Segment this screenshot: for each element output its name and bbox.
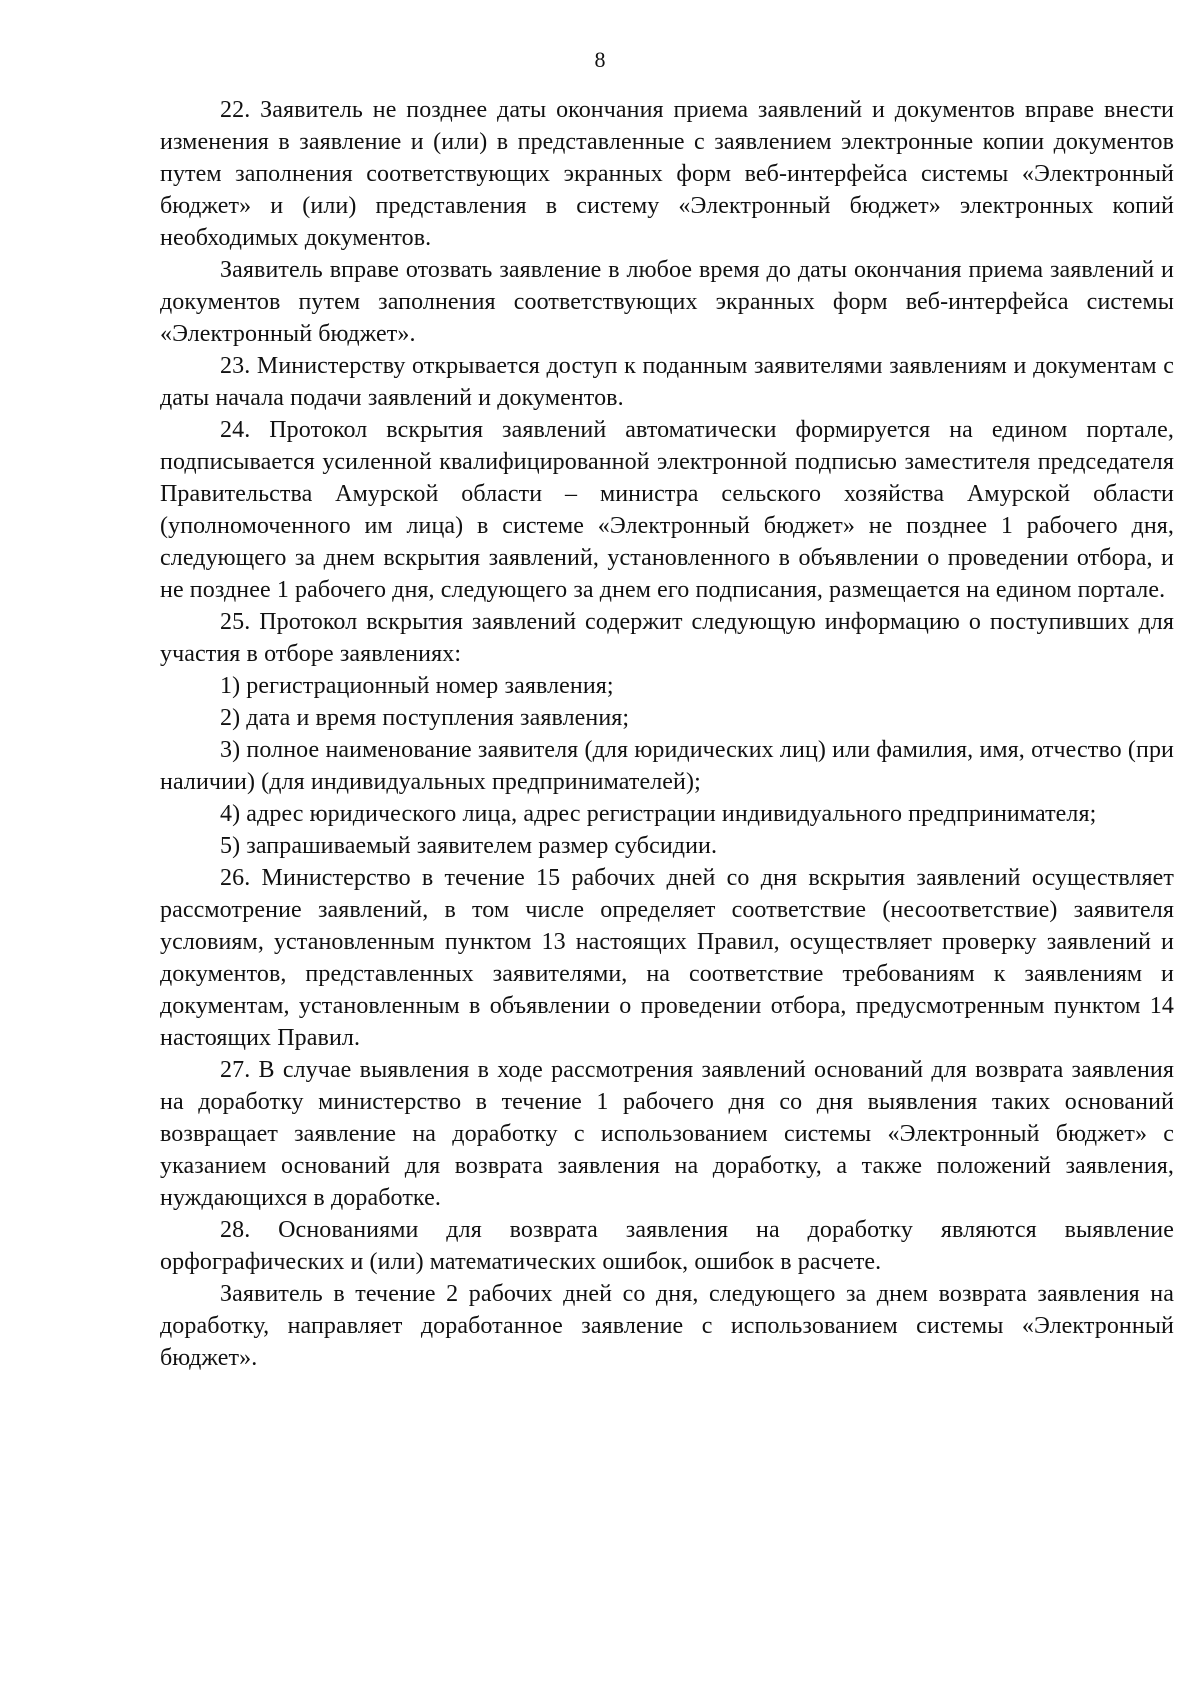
list-item-2: 2) дата и время поступления заявления; [220,705,630,731]
page-number: 8 [594,47,606,72]
document-body [160,94,1174,1374]
list-item-4: 4) адрес юридического лица, адрес регистрации индивидуального предпринимателя; [220,801,1097,827]
paragraph-22: 22. Заявитель не позднее даты окончания приема заявлений и документов вправе внести изменения в заявление и (или) в представленные с заявлением электронные копии документов путем заполнения соответствующих экранных форм веб-интерфейса системы «Электронный бюджет» и (или) представления в систему «Электронный бюджет» электронных копий необходимых документов. [160,97,1174,251]
paragraph-25: 25. Протокол вскрытия заявлений содержит следующую информацию о поступивших для участия в отборе заявлениях: [160,609,1174,667]
paragraph-28: 28. Основаниями для возврата заявления на доработку являются выявление орфографических и (или) математических ошибок, ошибок в расчете. [160,1217,1174,1275]
paragraph-27: 27. В случае выявления в ходе рассмотрения заявлений оснований для возврата заявления на доработку министерство в течение 1 рабочего дня со дня выявления таких оснований возвращает заявление на доработку с использованием системы «Электронный бюджет» с указанием оснований для возврата заявления на доработку, а также положений заявления, нуждающихся в доработке. [160,1057,1174,1211]
list-item-5: 5) запрашиваемый заявителем размер субсидии. [220,833,718,859]
paragraph-22-withdrawal: Заявитель вправе отозвать заявление в любое время до даты окончания приема заявлений и документов путем заполнения соответствующих экранных форм веб-интерфейса системы «Электронный бюджет». [160,257,1174,347]
paragraph-24: 24. Протокол вскрытия заявлений автоматически формируется на едином портале, подписывается усиленной квалифицированной электронной подписью заместителя председателя Правительства Амурской области – министра сельского хозяйства Амурской области (уполномоченного им лица) в системе «Электронный бюджет» не позднее 1 рабочего дня, следующего за днем вскрытия заявлений, установленного в объявлении о проведении отбора, и не позднее 1 рабочего дня, следующего за днем его подписания, размещается на едином портале. [160,417,1174,603]
paragraph-28-resubmission: Заявитель в течение 2 рабочих дней со дня, следующего за днем возврата заявления на доработку, направляет доработанное заявление с использованием системы «Электронный бюджет». [160,1281,1174,1371]
list-item-3: 3) полное наименование заявителя (для юридических лиц) или фамилия, имя, отчество (при наличии) (для индивидуальных предпринимателей); [160,737,1174,795]
paragraph-26: 26. Министерство в течение 15 рабочих дней со дня вскрытия заявлений осуществляет рассмотрение заявлений, в том числе определяет соответствие (несоответствие) заявителя условиям, установленным пунктом 13 настоящих Правил, осуществляет проверку заявлений и документов, представленных заявителями, на соответствие требованиям к заявлениям и документам, установленным в объявлении о проведении отбора, предусмотренным пунктом 14 настоящих Правил. [160,865,1174,1051]
list-item-1: 1) регистрационный номер заявления; [220,673,614,699]
paragraph-23: 23. Министерству открывается доступ к поданным заявителями заявлениям и документам с даты начала подачи заявлений и документов. [160,353,1174,411]
